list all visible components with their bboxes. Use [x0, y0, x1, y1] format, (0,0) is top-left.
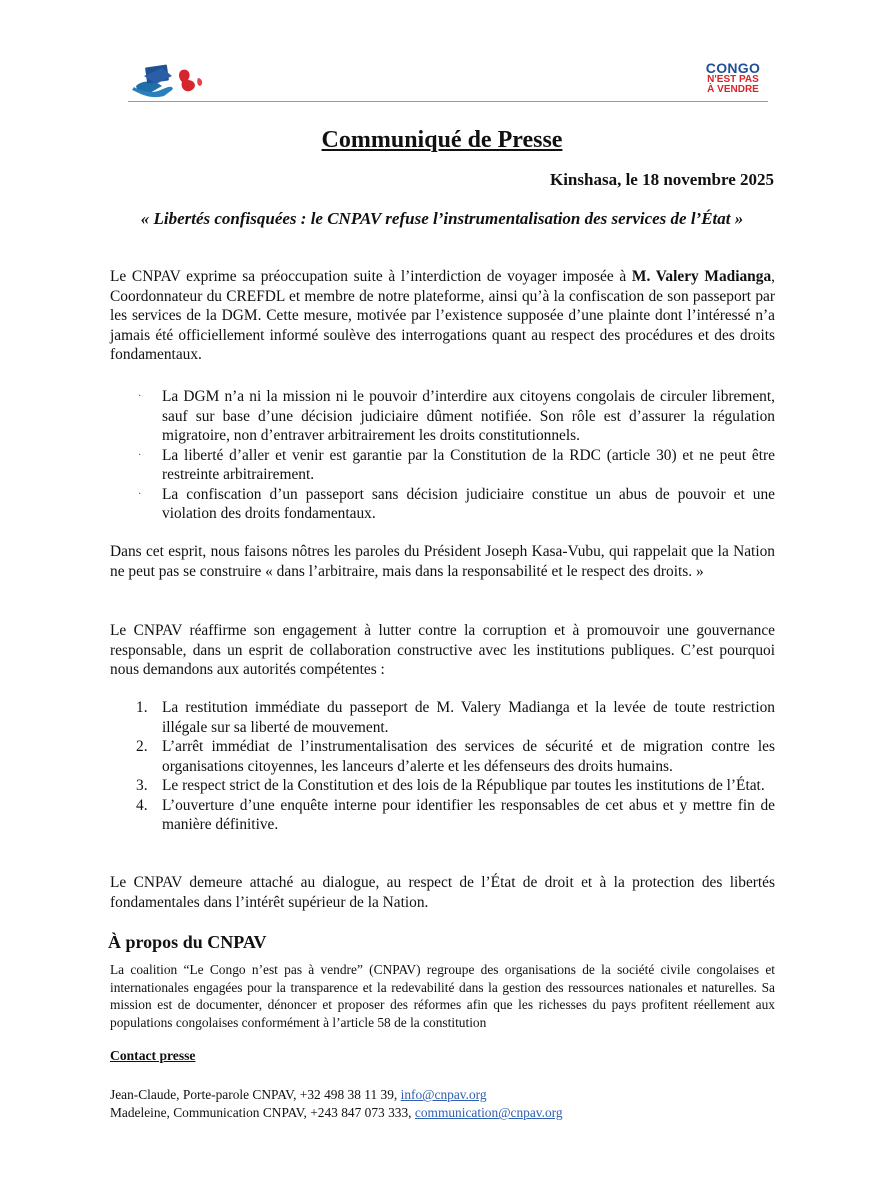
closing-paragraph: Le CNPAV demeure attaché au dialogue, au respect de l’État de droit et à la protection des libertés fondamentales dans l’intérêt supérieur de la Nation.: [110, 874, 775, 911]
header-rule: [128, 101, 768, 102]
list-item: [110, 776, 775, 796]
list-item: [110, 485, 775, 524]
contact-line-madeleine: [110, 1104, 563, 1122]
congo-nest-pas-a-vendre-logo: [698, 62, 768, 95]
contact-heading: Contact presse: [110, 1048, 196, 1063]
bullet-mark: ·: [138, 488, 142, 500]
email-link[interactable]: info@cnpav.org: [400, 1087, 487, 1102]
intro-text-after: , Coordonnateur du CREFDL et membre de notre plateforme, ainsi qu’à la confiscation de son passeport par les services de la DGM. Cette mesure, motivée par l’existence supposée d’une plainte dont l’intéressé n’a jamais été officiellement informé soulève des interrogations quant au respect des procédures et des droits fondamentaux.: [110, 268, 775, 363]
intro-name-bold: M. Valery Madianga: [631, 268, 772, 285]
list-item: [110, 698, 775, 737]
list-item: [110, 737, 775, 776]
demand-text: L’arrêt immédiat de l’instrumentalisation des services de sécurité et de migration contre les organisations citoyennes, les lanceurs d’alerte et les défenseurs des droits humains.: [162, 738, 775, 775]
bullet-text: La liberté d’aller et venir est garantie par la Constitution de la RDC (article 30) et ne peut être restreinte arbitrairement.: [162, 446, 775, 483]
about-heading: À propos du CNPAV: [108, 932, 267, 952]
contact-details: Jean-Claude, Porte-parole CNPAV, +32 498 38 11 39,: [110, 1087, 401, 1102]
demand-number: 4.: [136, 796, 148, 814]
demand-text: L’ouverture d’une enquête interne pour identifier les responsables de cet abus et y mettre fin de manière définitive.: [162, 796, 775, 833]
list-item: [110, 387, 775, 446]
bullet-text: La confiscation d’un passeport sans décision judiciaire constitue un abus de pouvoir et une violation des droits fondamentaux.: [162, 485, 775, 522]
intro-paragraph: [110, 267, 775, 365]
bullet-mark: ·: [138, 391, 142, 402]
logo-line-3: À VENDRE: [707, 84, 759, 95]
bullet-text: La DGM n’a ni la mission ni le pouvoir d’interdire aux citoyens congolais de circuler librement, sauf sur base d’une décision judiciaire dûment notifiée. Son rôle est d’assurer la régulation migratoire, non d’entraver arbitrairement les droits constitutionnels.: [162, 388, 775, 444]
intro-text-before: Le CNPAV exprime sa préoccupation suite à l’interdiction de voyager imposée à: [110, 268, 632, 285]
list-item: [110, 796, 775, 835]
bullet-list: [110, 387, 775, 524]
dateline: Kinshasa, le 18 novembre 2025: [549, 170, 774, 189]
demand-text: La restitution immédiate du passeport de M. Valery Madianga et la levée de toute restriction illégale sur sa liberté de mouvement.: [162, 699, 775, 736]
quote-paragraph: Dans cet esprit, nous faisons nôtres les paroles du Président Joseph Kasa-Vubu, qui rappelait que la Nation ne peut pas se construire « dans l’arbitraire, mais dans la responsabilité et le respect des droits. »: [110, 543, 775, 580]
demand-number: 2.: [136, 738, 148, 755]
demand-text: Le respect strict de la Constitution et des lois de la République par toutes les institutions de l’État.: [162, 777, 765, 794]
demands-list: [110, 698, 775, 835]
commitment-paragraph: Le CNPAV réaffirme son engagement à lutter contre la corruption et à promouvoir une gouvernance responsable, dans un esprit de collaboration constructive avec les institutions publiques. C’est pourquoi nous demandons aux autorités compétentes :: [110, 622, 775, 678]
about-text: La coalition “Le Congo n’est pas à vendre” (CNPAV) regroupe des organisations de la société civile congolaises et internationales engagées pour la transparence et la redevabilité dans la gestion des ressources nationales et naturelles. Sa mission est de documenter, dénoncer et proposer des réformes afin que les richesses du pays profitent réellement aux populations congolaises conformément à l’article 58 de la constitution: [110, 962, 775, 1030]
subtitle: « Libertés confisquées : le CNPAV refuse l’instrumentalisation des services de l’État »: [140, 209, 744, 228]
demand-number: 3.: [136, 777, 148, 794]
contact-line-jean-claude: [110, 1086, 487, 1104]
demand-number: 1.: [136, 699, 148, 716]
contact-details: Madeleine, Communication CNPAV, +243 847 073 333,: [110, 1105, 415, 1120]
bullet-mark: ·: [138, 449, 142, 461]
cnpav-hands-logo: [128, 56, 208, 102]
logo-line-2: N'EST PAS: [707, 74, 759, 85]
page-title: Communiqué de Presse: [321, 127, 563, 153]
email-link[interactable]: communication@cnpav.org: [414, 1105, 563, 1120]
logo-line-1: CONGO: [705, 60, 761, 76]
list-item: [110, 446, 775, 485]
